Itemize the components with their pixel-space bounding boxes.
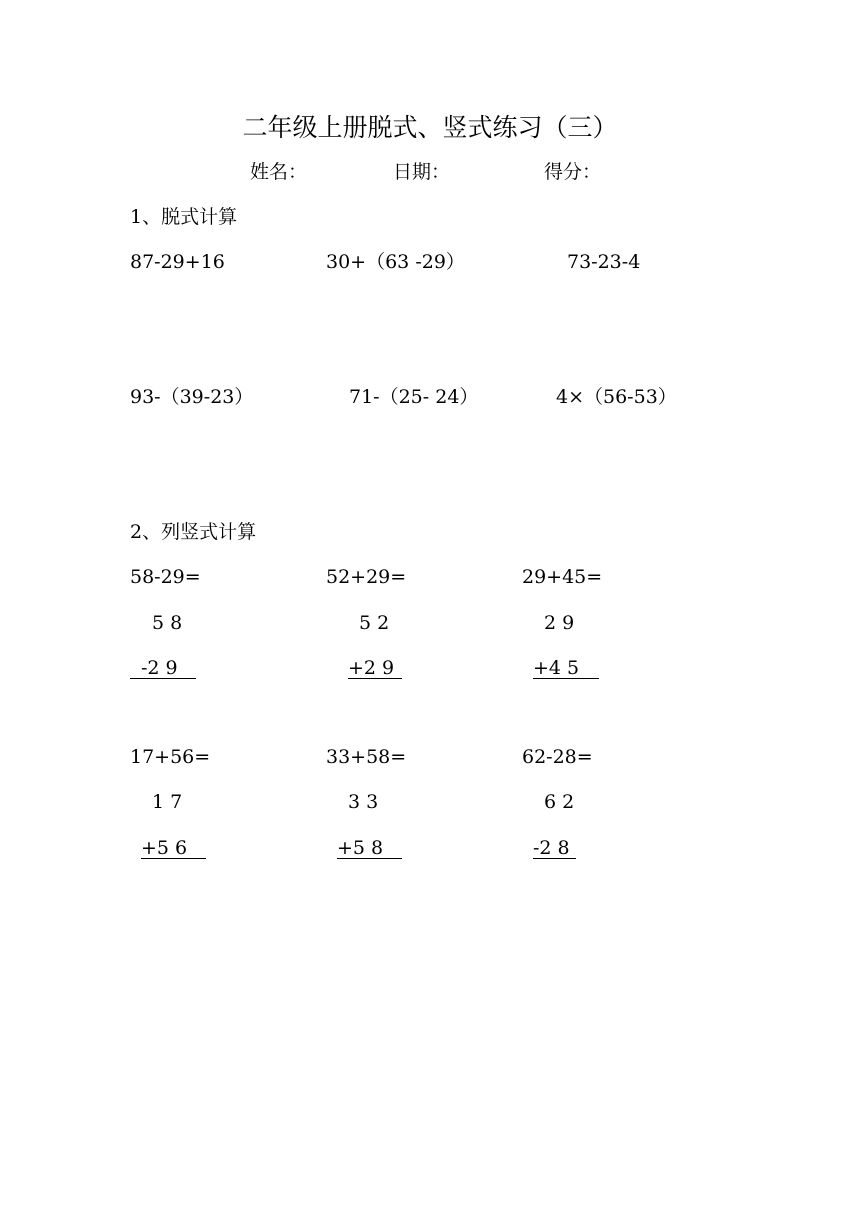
vertical-equation-1: 58-29= xyxy=(130,566,201,588)
vertical-equation-5: 33+58= xyxy=(326,746,407,768)
answer-line-3 xyxy=(533,678,599,679)
section-1-heading: 1、脱式计算 xyxy=(130,206,238,228)
vertical-equation-6: 62-28= xyxy=(522,746,593,768)
vertical-equation-2: 52+29= xyxy=(326,566,407,588)
vertical-top-1: 5 8 xyxy=(152,612,183,634)
problem-3: 73-23-4 xyxy=(567,251,641,273)
problem-1: 87-29+16 xyxy=(130,251,225,273)
vertical-bottom-4: +5 6 xyxy=(141,837,188,859)
problem-6: 4×（56-53） xyxy=(556,386,677,408)
answer-line-1 xyxy=(130,678,196,679)
date-label: 日期： xyxy=(393,161,451,183)
vertical-equation-4: 17+56= xyxy=(130,746,211,768)
problem-2: 30+（63 -29） xyxy=(326,251,465,273)
vertical-equation-3: 29+45= xyxy=(522,566,603,588)
answer-line-2 xyxy=(348,678,402,679)
problem-4: 93-（39-23） xyxy=(130,386,254,408)
vertical-top-4: 1 7 xyxy=(152,791,183,813)
score-label: 得分： xyxy=(544,161,602,183)
vertical-top-5: 3 3 xyxy=(348,791,379,813)
name-label: 姓名： xyxy=(250,161,308,183)
vertical-bottom-3: +4 5 xyxy=(533,657,580,679)
answer-line-5 xyxy=(337,858,402,859)
vertical-top-3: 2 9 xyxy=(544,612,575,634)
answer-line-4 xyxy=(141,858,206,859)
vertical-bottom-1: -2 9 xyxy=(141,657,178,679)
vertical-bottom-6: -2 8 xyxy=(533,837,570,859)
worksheet-title: 二年级上册脱式、竖式练习（三） xyxy=(242,113,618,142)
vertical-bottom-2: +2 9 xyxy=(348,657,395,679)
vertical-top-2: 5 2 xyxy=(359,612,390,634)
answer-line-6 xyxy=(533,858,576,859)
vertical-bottom-5: +5 8 xyxy=(337,837,384,859)
vertical-top-6: 6 2 xyxy=(544,791,575,813)
problem-5: 71-（25- 24） xyxy=(349,386,479,408)
section-2-heading: 2、列竖式计算 xyxy=(130,521,257,543)
